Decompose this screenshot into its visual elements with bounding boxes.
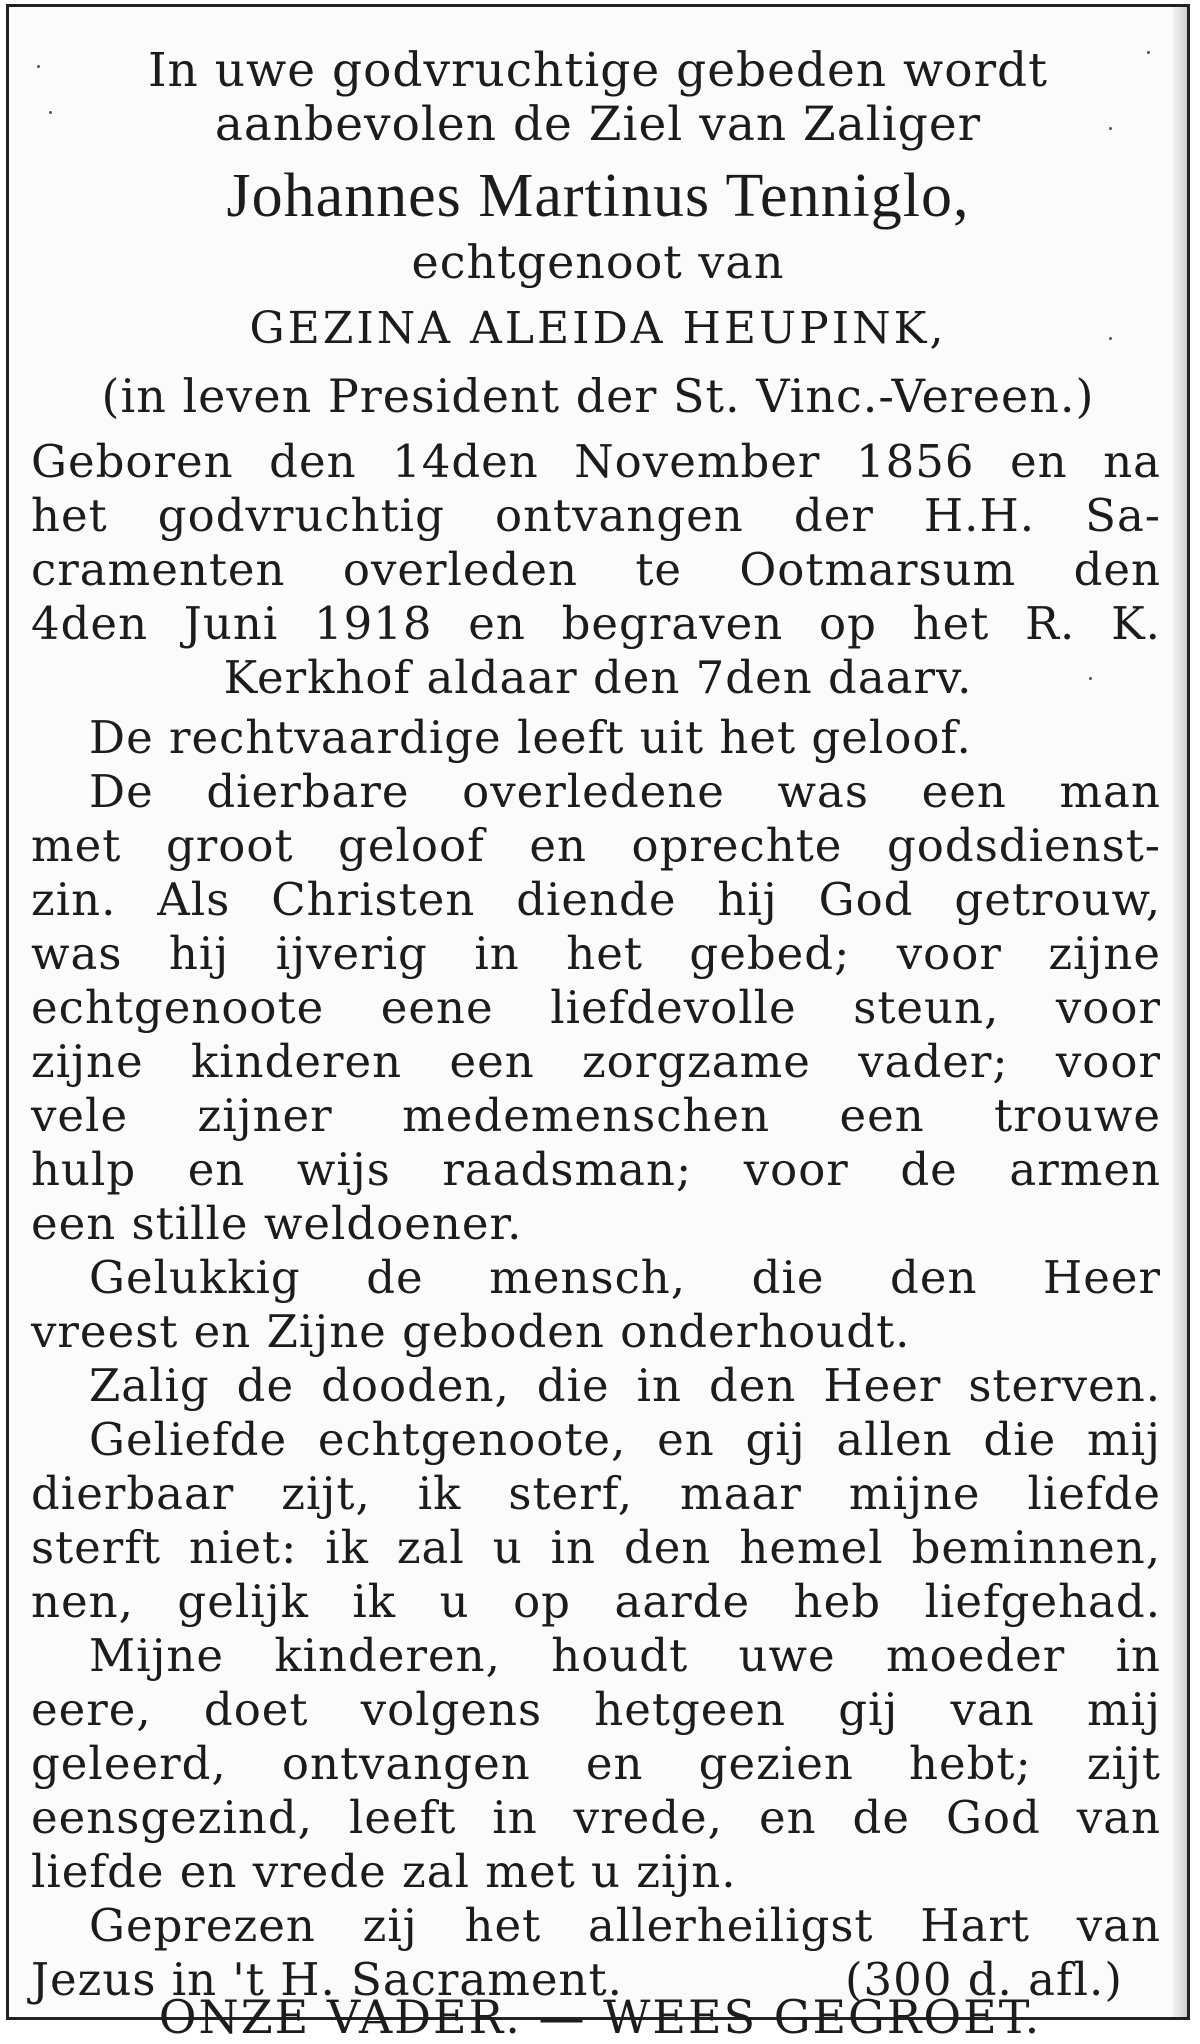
children-line: eere, doet volgens hetgeen gij van mij — [31, 1683, 1161, 1736]
farewell-line: nen, gelijk ik u op aarde heb liefgehad. — [31, 1575, 1161, 1628]
biography-line: Geboren den 14den November 1856 en na — [31, 435, 1161, 488]
children-line: eensgezind, leeft in vrede, en de God van — [31, 1791, 1161, 1844]
spouse-intro: echtgenoot van — [411, 235, 785, 289]
farewell-line: dierbaar zijt, ik sterf, maar mijne liefde — [31, 1467, 1161, 1520]
tribute-line: zijne kinderen een zorgzame vader; voor — [31, 1035, 1161, 1088]
tribute-line: hulp en wijs raadsman; voor de armen — [31, 1143, 1161, 1196]
tribute-line: De dierbare overledene was een man — [89, 765, 1161, 818]
biography-line: het godvruchtig ontvangen der H.H. Sa- — [31, 489, 1161, 542]
biography-line: cramenten overleden te Ootmarsum den — [31, 543, 1161, 596]
psalm-line: Gelukkig de mensch, die den Heer — [89, 1251, 1161, 1304]
tribute-line: met groot geloof en oprechte godsdienst- — [31, 819, 1161, 872]
spouse-name: GEZINA ALEIDA HEUPINK, — [249, 303, 947, 354]
psalm-line: vreest en Zijne geboden onderhoudt. — [31, 1305, 911, 1358]
beatitude-line: Zalig de dooden, die in den Heer sterven. — [89, 1359, 1161, 1412]
children-line: liefde en vrede zal met u zijn. — [31, 1845, 737, 1898]
farewell-line: Geliefde echtgenoote, en gij allen die mij — [89, 1413, 1161, 1466]
praise-line: Jezus in 't H. Sacrament. — [31, 1953, 623, 2006]
children-line: Mijne kinderen, houdt uwe moeder in — [89, 1629, 1161, 1682]
biography-line: Kerkhof aldaar den 7den daarv. — [223, 651, 973, 704]
opening-line: In uwe godvruchtige gebeden wordt — [147, 43, 1049, 98]
tribute-line: een stille weldoener. — [31, 1197, 523, 1250]
children-line: geleerd, ontvangen en gezien hebt; zijt — [31, 1737, 1161, 1790]
closing-prayers: ONZE VADER. — WEES GEGROET. — [158, 1990, 1042, 2044]
opening-line: aanbevolen de Ziel van Zaliger — [214, 97, 982, 152]
praise-line: Geprezen zij het allerheiligst Hart van — [89, 1899, 1161, 1952]
memorial-card — [6, 4, 1190, 2020]
tribute-line: zin. Als Christen diende hij God getrouw, — [31, 873, 1161, 926]
role-line: (in leven President der St. Vinc.-Vereen.) — [101, 369, 1095, 423]
indulgence-note: (300 d. afl.) — [845, 1953, 1123, 2006]
tribute-line: echtgenoote eene liefdevolle steun, voor — [31, 981, 1161, 1034]
tribute-line: vele zijner medemenschen een trouwe — [31, 1089, 1161, 1142]
scripture-quote: De rechtvaardige leeft uit het geloof. — [89, 711, 972, 764]
farewell-line: sterft niet: ik zal u in den hemel beminnen, — [31, 1521, 1161, 1574]
tribute-line: was hij ijverig in het gebed; voor zijne — [31, 927, 1161, 980]
deceased-name: Johannes Martinus Tenniglo, — [226, 162, 970, 230]
biography-line: 4den Juni 1918 en begraven op het R. K. — [31, 597, 1161, 650]
